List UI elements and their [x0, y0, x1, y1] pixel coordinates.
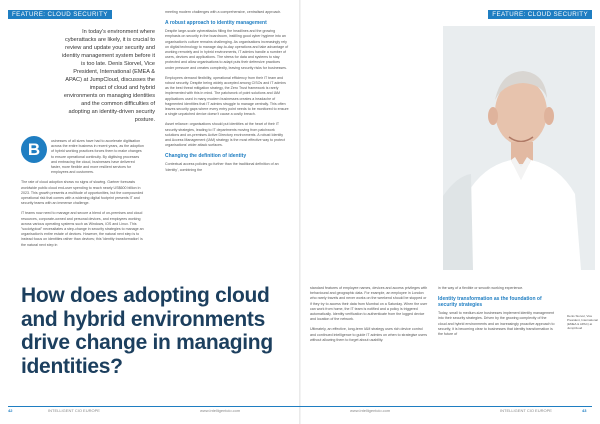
subheading: Changing the definition of identity: [165, 153, 247, 160]
body-paragraph: The rate of cloud adoption shows no signs of slowing. Gartner forecasts worldwide public cloud end-user spending to reach nearly US$600 billion in 2023. This growth presents a multitude of opportunities, but the compounded operational risk that comes with a widening digital footprint presents IT and security teams with an immense challenge.: [21, 180, 144, 206]
dropcap: B: [21, 136, 47, 163]
body-paragraph: Ultimately, an effective, long-term IAM strategy uses rich device control and continued intelligence to guide IT admins on when to strategise users without allowing them to forget about usability.: [310, 327, 428, 342]
publication-name-right: INTELLIGENT CIO EUROPE: [500, 408, 552, 413]
body-column-bottom-1: [310, 286, 428, 348]
publication-name-left: INTELLIGENT CIO EUROPE: [48, 408, 100, 413]
section-tag-right: FEATURE: CLOUD SECURITY: [488, 10, 592, 19]
page-fold: [299, 0, 301, 424]
body-paragraph: Today, small to medium-size businesses implement identity management into their security strategies. Driven by the growing complexity of the cloud and hybrid environments and an increasingly proactive approach to security, it is becoming clear to businesses that identity transformation is the future of: [438, 311, 555, 337]
intro-standfirst: In today's environment where cyberattacks are likely, it is crucial to review and update your security and identity management system before it is too late. Denis Siorvel, Vice President, International (EMEA & APAC) at JumpCloud, discusses the impact of cloud and hybrid environments on managing identities and the common difficulties of adopting an identity-driven security posture.: [62, 29, 155, 123]
body-column-1: [21, 139, 145, 253]
body-paragraph: usinesses of all sizes have had to accelerate digitisation across the entire business in recent years, as the adoption of hybrid working practices forces them to make changes to ensure operational continuity. By digitising processes and embracing the cloud, businesses have delivered faster, more flexible and more resilient services for employees and customers.: [51, 139, 144, 175]
website-left: www.intelligentcio.com: [200, 408, 241, 413]
portrait-illustration: [443, 26, 595, 270]
body-paragraph: in the way of a flexible or smooth working experience.: [438, 286, 524, 290]
body-column-bottom-2: [438, 286, 556, 342]
website-right: www.intelligentcio.com: [350, 408, 391, 413]
photo-caption: Denis Siorvel, Vice President, International (EMEA & APAC) at JumpCloud: [567, 314, 598, 330]
headline: How does adopting cloud and hybrid environments drive change in managing identities?: [21, 284, 273, 378]
subheading: A robust approach to identity management: [165, 20, 267, 27]
body-paragraph: meeting modern challenges with a comprehensive, centralised approach.: [165, 10, 282, 14]
body-column-2: [165, 10, 289, 178]
body-paragraph: standard features of employee names, devices and access privileges with behavioural and geographic data. For example, an employee in London who rarely travels and never works on the weekend should be stopped or if they try to access their data from Mumbai on a Saturday. When the user can work from home, the IT team is notified and a policy is triggered automatically. Identity verification to authenticate from the logged device and location of the network.: [310, 286, 428, 322]
body-paragraph: IT teams now need to manage and secure a blend of on-premises and cloud resources, corporate-owned and personal devices, and employees working across various operating systems such as Windows, iOS and Linux. This "sociotypical" necessitates a step-change in security strategies to manage an organisation's entire estate of devices. However, the natural next step is to instead focus on identities rather than devices; this 'identity transformation' is the natural next step in: [21, 211, 144, 247]
body-paragraph: Employees demand flexibility, operational efficiency from their IT team and robust security. Despite being widely accepted among CISOs and IT admins as the best threat mitigation strategy, the Zero Trust framework is rarely implemented with this in mind. The patchwork of point solutions and IAM applications used in many modern businesses creates a headache of fragmented identities that IT admins struggle to manage centrally. This often leaves security gaps where every entry point needs to be monitored to ensure a single unpatched device doesn't cause a costly breach.: [165, 75, 289, 117]
body-paragraph: Asset reliance: organisations should put identities at the heart of their IT security strategies, leading to IT departments moving from patchwork solutions and on-premises Active Directory environments. A robust Identity and Access Management (IAM) strategy is the most effective way to protect organisations' wider attack surfaces.: [165, 122, 285, 148]
page-number-right: 43: [582, 408, 587, 413]
body-paragraph: Despite large-scale cyberattacks filling the headlines and the growing emphasis on security in the boardroom, instilling good cyber hygiene into an organisation's culture remains challenging. As organisations increasingly rely on digital technology to manage day-to-day operations and take advantage of working remotely and in hybrid environments, IT admins handle a number of users, devices and applications. The stress for data and systems to stay protected and allow organisations to adapt puts their defensive practices under pressure and creates complexity, leaving security risks for businesses.: [165, 29, 289, 70]
subheading: Identity transformation as the foundation of security strategies: [438, 296, 542, 309]
body-paragraph: Contextual access policies go further than the traditional definition of an 'identity', combining the: [165, 162, 279, 172]
section-tag-left: FEATURE: CLOUD SECURITY: [8, 10, 112, 19]
page-number-left: 42: [8, 408, 13, 413]
footer: [0, 406, 600, 416]
portrait-photo: [443, 26, 595, 270]
